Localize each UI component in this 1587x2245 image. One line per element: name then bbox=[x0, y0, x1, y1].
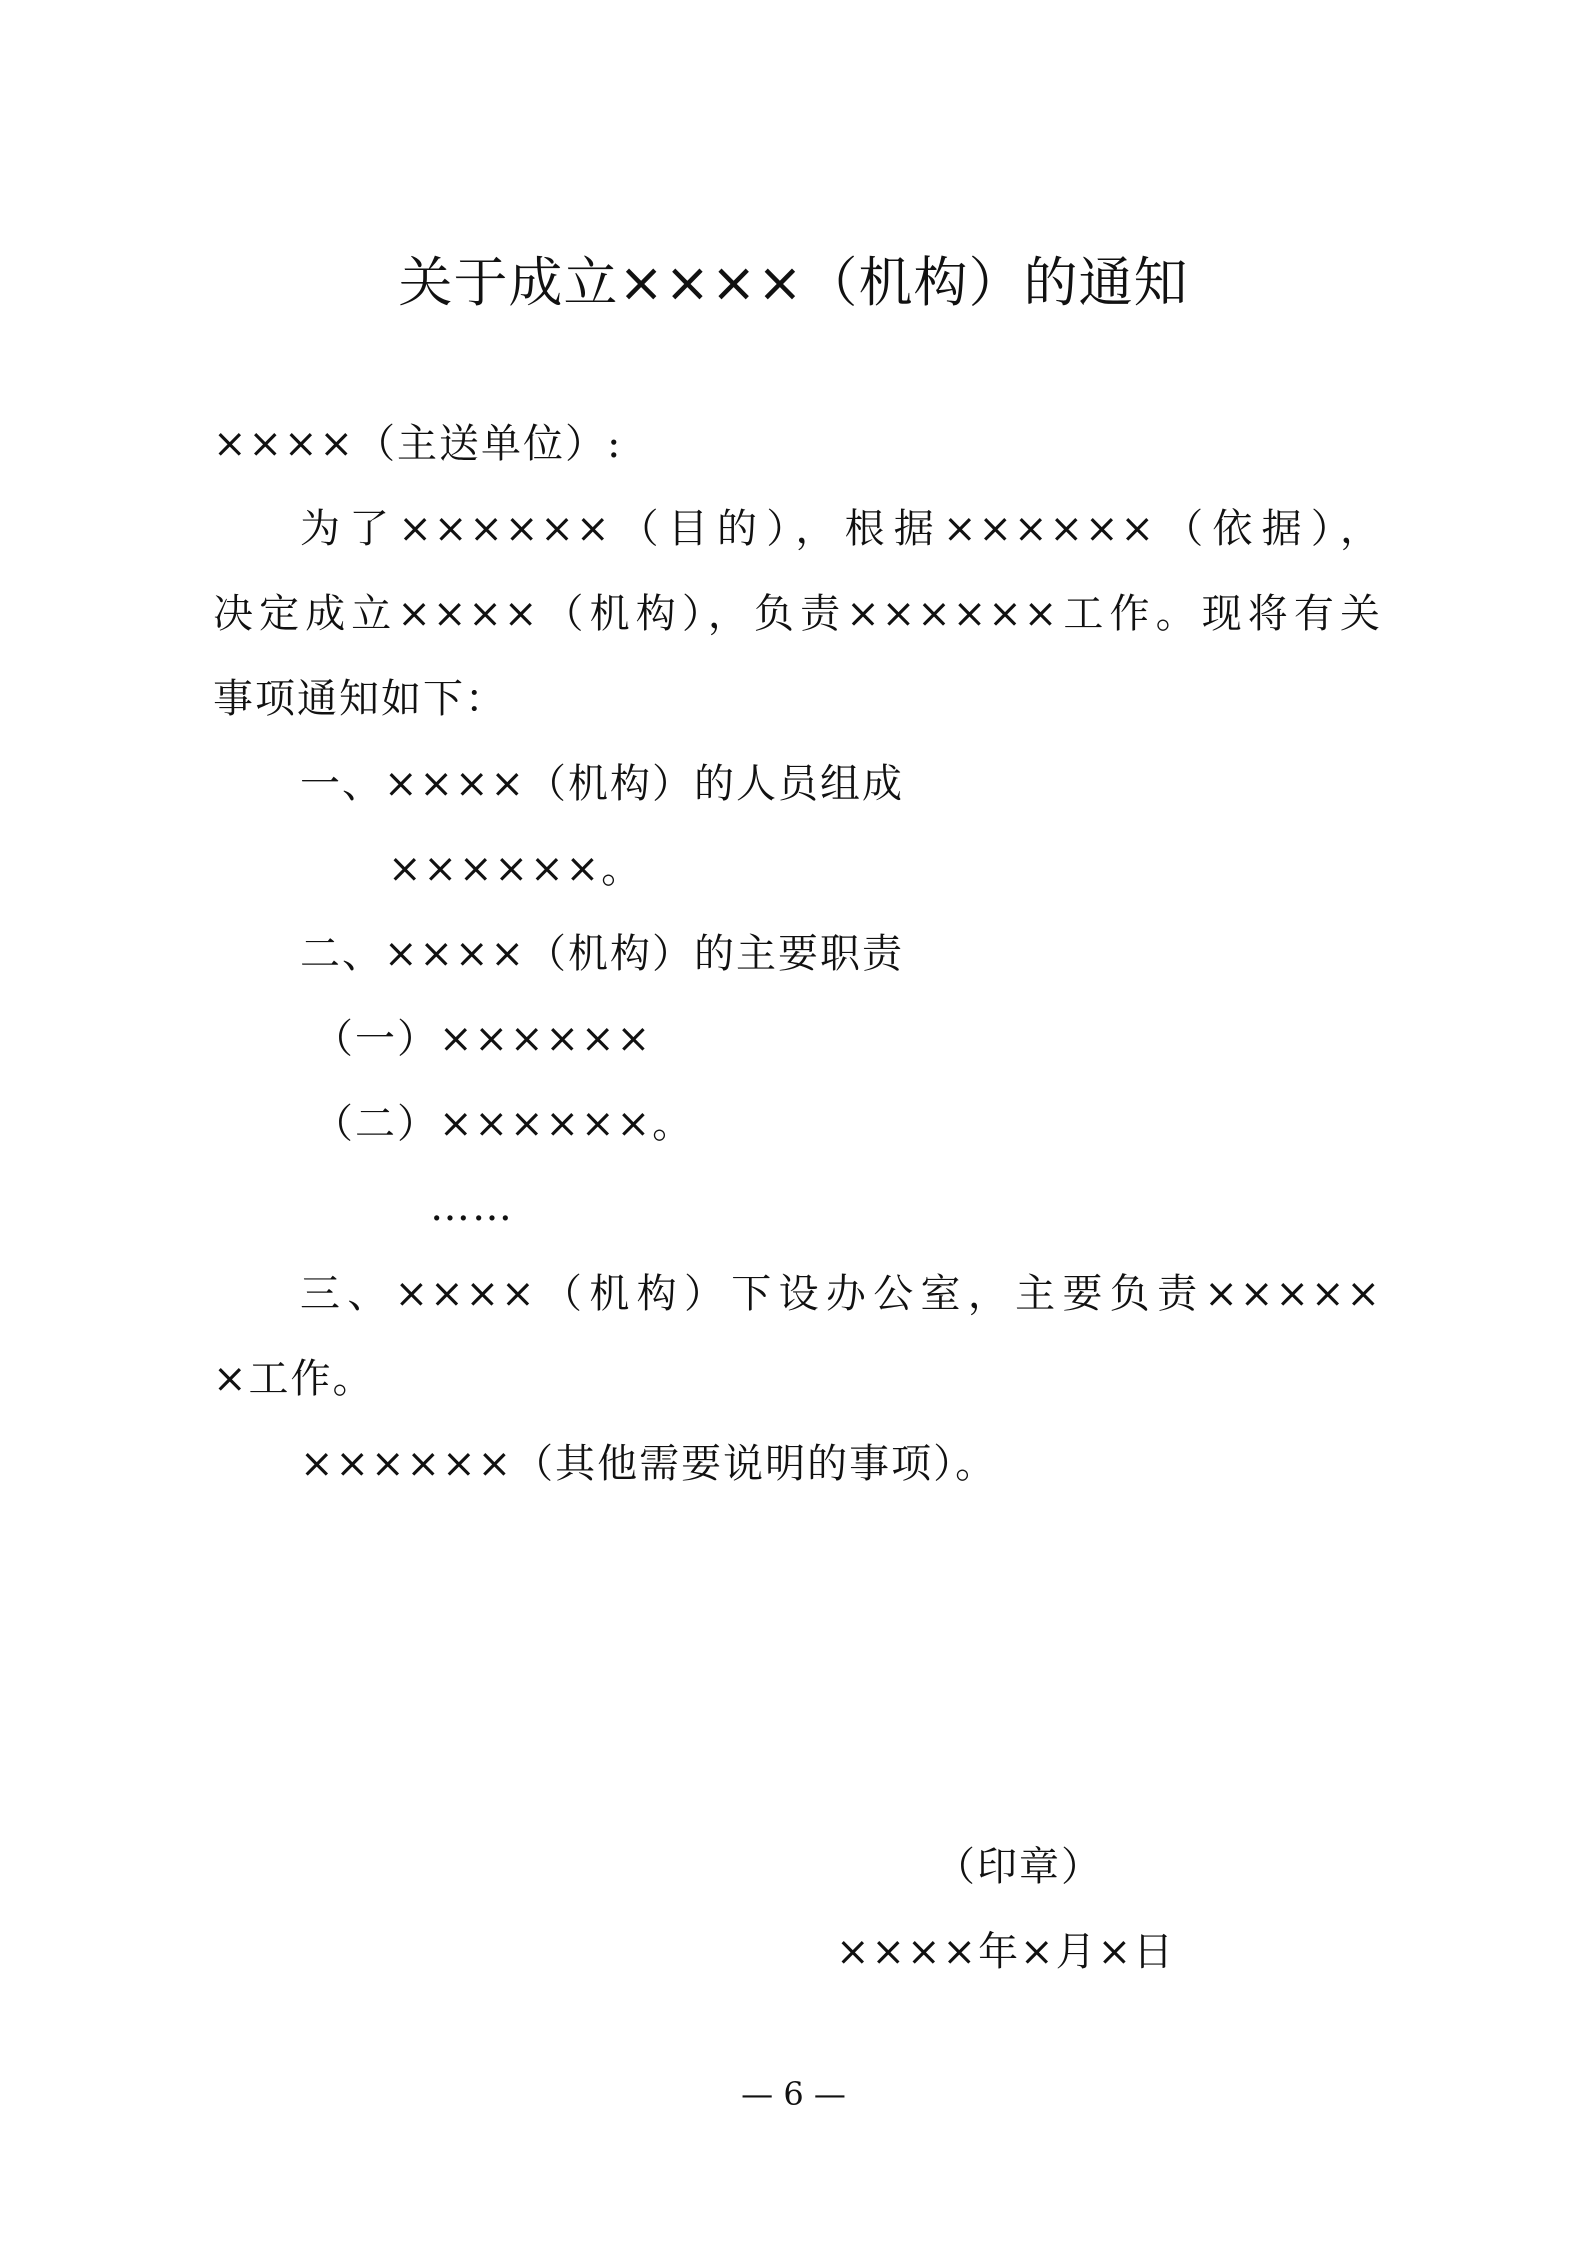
intro-paragraph-line-1: 为了××××××（目的），根据××××××（依据）， bbox=[300, 506, 1382, 552]
section-2-ellipsis: …… bbox=[430, 1184, 514, 1230]
seal-placeholder: （印章） bbox=[935, 1844, 1103, 1890]
section-1-heading: 一、××××（机构）的人员组成 bbox=[300, 761, 905, 807]
addressee-line: ××××（主送单位）: bbox=[213, 421, 623, 467]
page-number: — 6 — bbox=[741, 2075, 846, 2113]
intro-paragraph-line-2: 决定成立××××（机构），负责××××××工作。现将有关 bbox=[213, 591, 1382, 637]
section-3-line-1: 三、××××（机构）下设办公室，主要负责××××× bbox=[300, 1271, 1382, 1317]
document-date: ××××年×月×日 bbox=[836, 1929, 1176, 1975]
section-1-body: ××××××。 bbox=[388, 846, 644, 892]
document-title: 关于成立××××（机构）的通知 bbox=[398, 251, 1189, 314]
intro-paragraph-line-3: 事项通知如下： bbox=[213, 676, 507, 722]
section-2-item-2: （二）××××××。 bbox=[313, 1101, 695, 1147]
other-matters-paragraph: ××××××（其他需要说明的事项）。 bbox=[300, 1441, 998, 1487]
section-2-heading: 二、××××（机构）的主要职责 bbox=[300, 931, 905, 977]
section-2-item-1: （一）×××××× bbox=[313, 1016, 653, 1062]
section-3-line-2: ×工作。 bbox=[213, 1356, 375, 1402]
